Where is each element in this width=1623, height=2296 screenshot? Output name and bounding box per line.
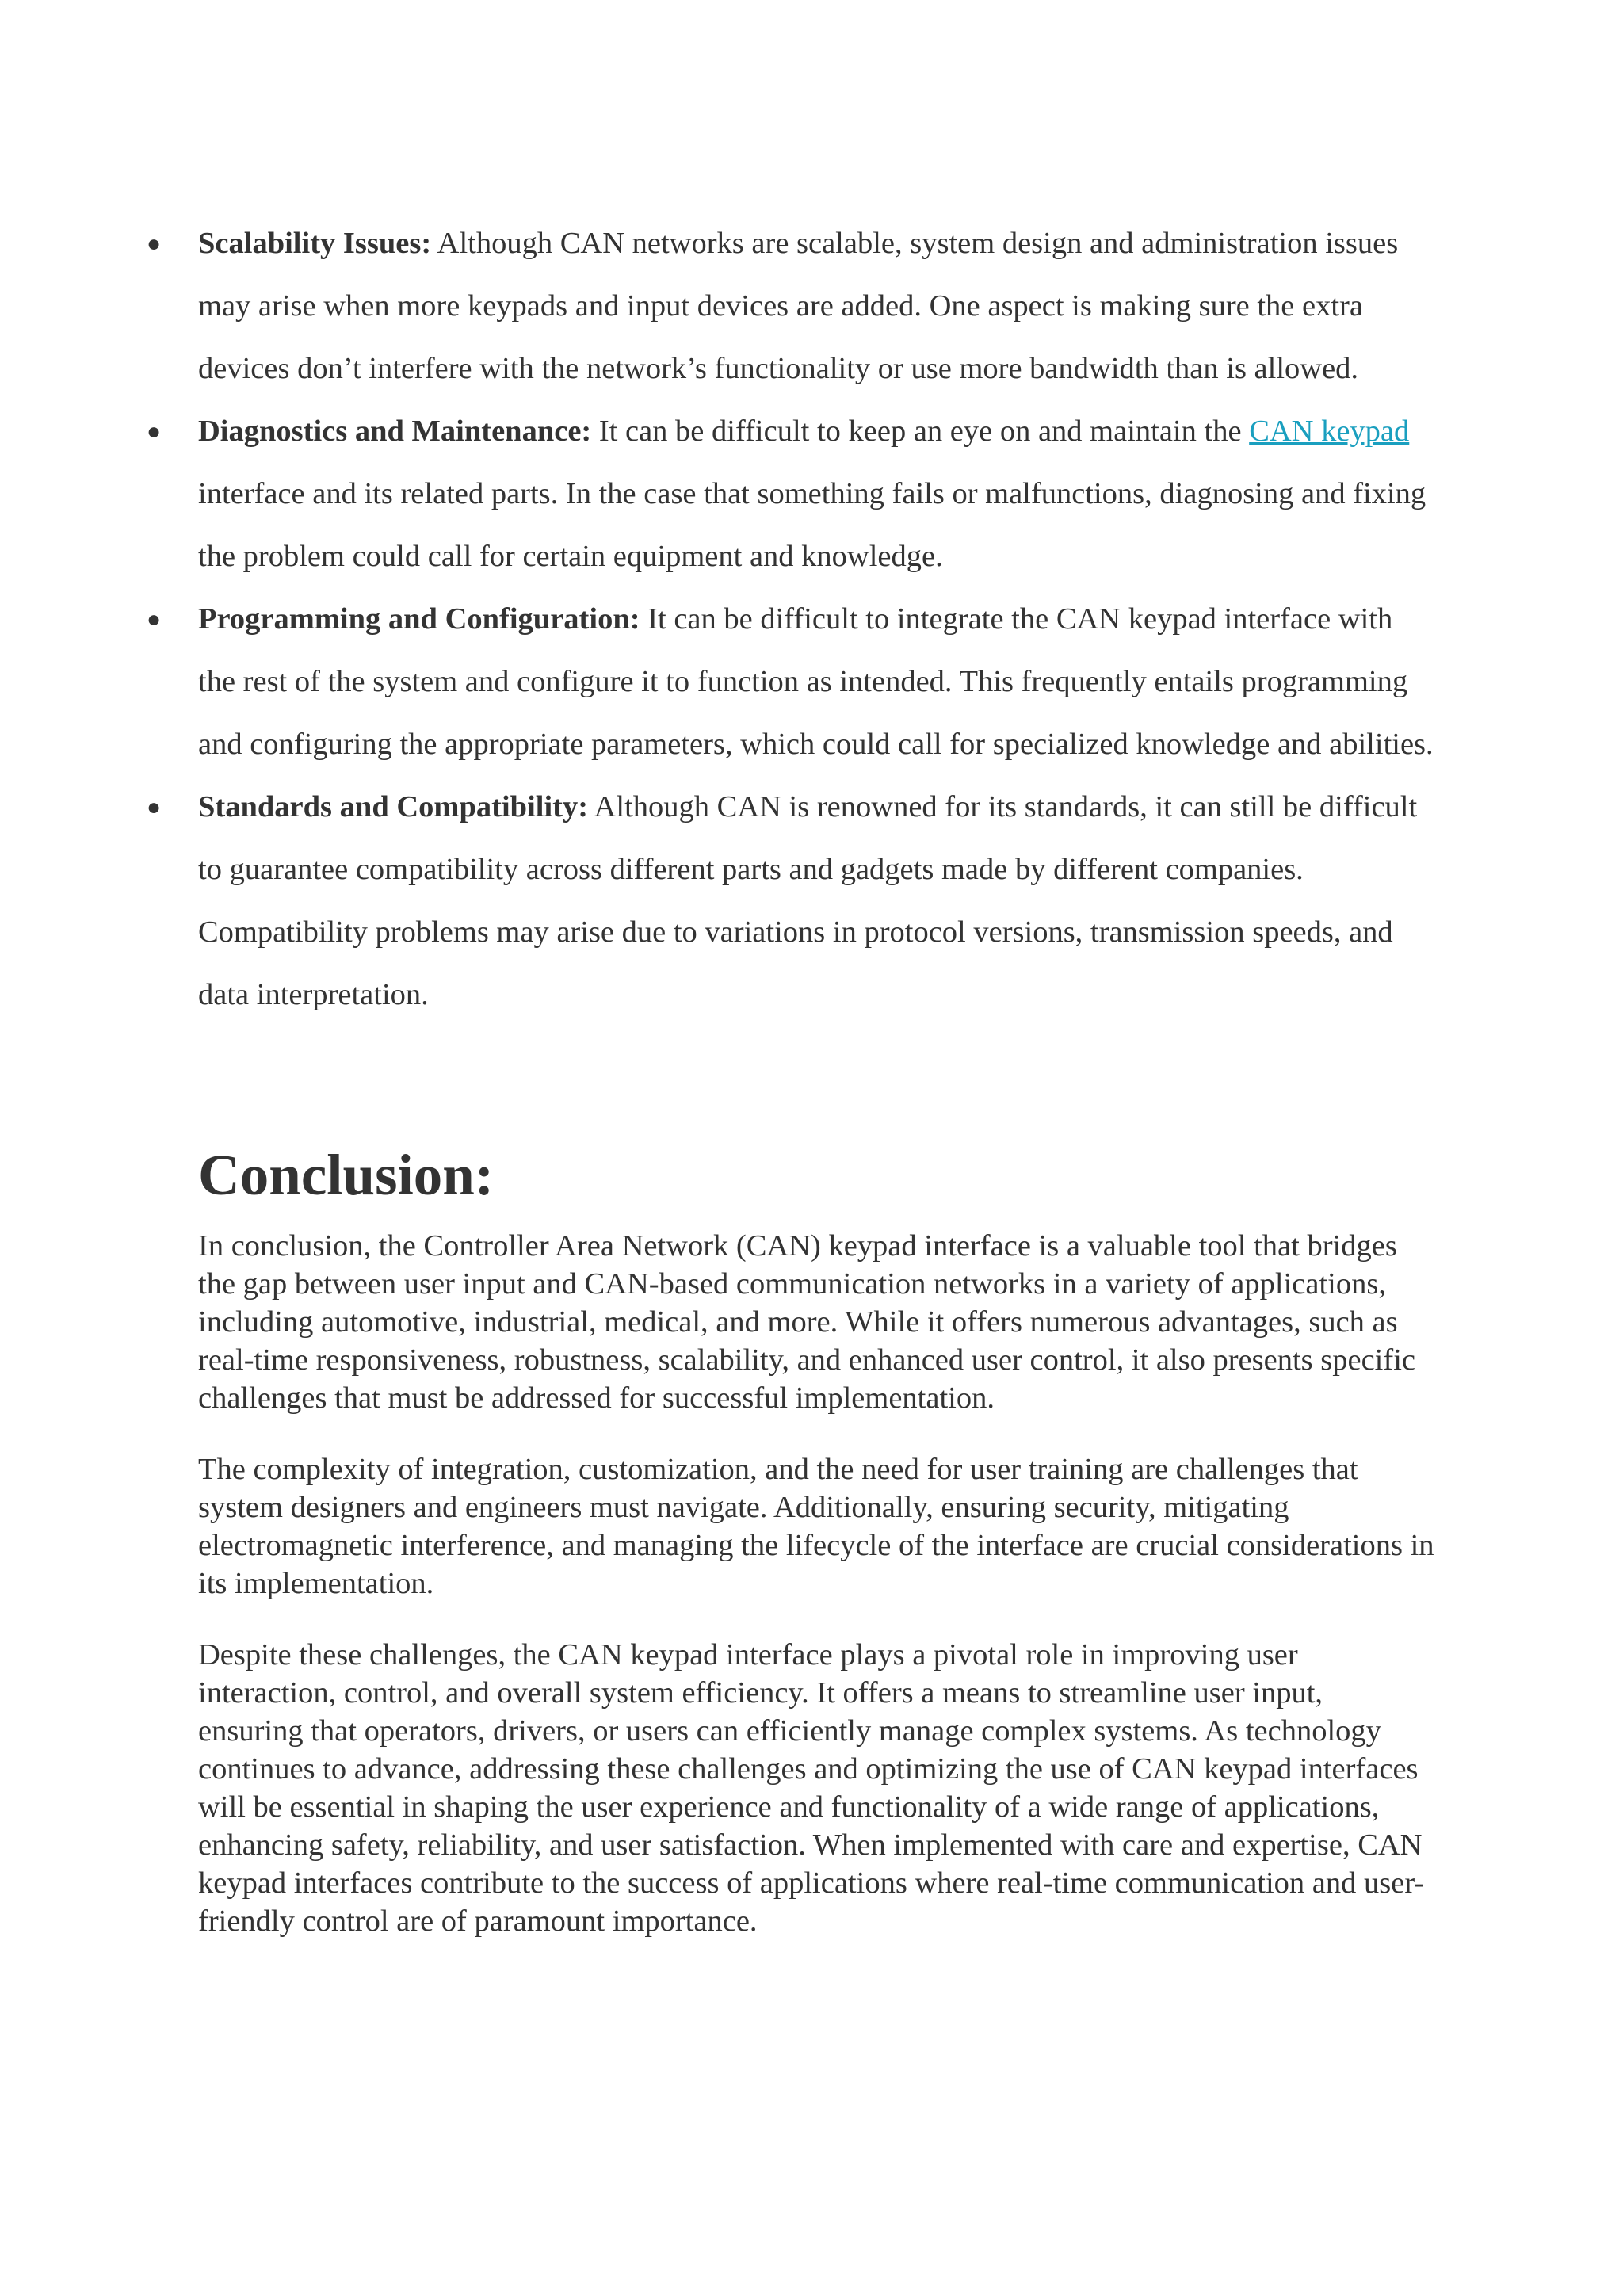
list-item-text: Although CAN networks are scalable, system design and administration issues may arise when more keypads and input devices are added. One aspect is making sure the extra devices don’t interfere with the network’s functionality or use more bandwidth than is allowed. bbox=[198, 227, 1399, 385]
list-item-diagnostics bbox=[147, 400, 1434, 588]
bullet-icon: ● bbox=[147, 418, 162, 445]
can-keypad-link[interactable]: CAN keypad bbox=[1249, 415, 1410, 448]
list-item-text: It can be difficult to integrate the CAN keypad interface with the rest of the system and configure it to function as intended. This frequently entails programming and configuring the appropriate parameters, which could call for specialized knowledge and abilities. bbox=[198, 602, 1434, 761]
list-item-title: Scalability Issues: bbox=[198, 227, 432, 260]
list-item-title: Diagnostics and Maintenance: bbox=[198, 415, 592, 448]
list-item-text: interface and its related parts. In the case that something fails or malfunctions, diagnosing and fixing the problem could call for certain equipment and knowledge. bbox=[198, 477, 1426, 573]
list-item-programming bbox=[147, 588, 1434, 776]
list-item-text: It can be difficult to keep an eye on and maintain the bbox=[591, 415, 1250, 448]
bullet-icon: ● bbox=[147, 231, 162, 257]
conclusion-heading: Conclusion: bbox=[198, 1143, 495, 1207]
list-item-title: Programming and Configuration: bbox=[198, 602, 640, 636]
conclusion-paragraph-1: In conclusion, the Controller Area Network (CAN) keypad interface is a valuable tool that bridges the gap between user input and CAN-based communication networks in a variety of applications, including automotive, industrial, medical, and more. While it offers numerous advantages, such as real-time responsiveness, robustness, scalability, and enhanced user control, it also presents specific challenges that must be addressed for successful implementation. bbox=[198, 1229, 1415, 1415]
challenges-list bbox=[147, 212, 1434, 1026]
conclusion-paragraph-3: Despite these challenges, the CAN keypad interface plays a pivotal role in improving user interaction, control, and overall system efficiency. It offers a means to streamline user input, ensuring that operators, drivers, or users can efficiently manage complex systems. As technology continues to advance, addressing these challenges and optimizing the use of CAN keypad interfaces will be essential in shaping the user experience and functionality of a wide range of applications, enhancing safety, reliability, and user satisfaction. When implemented with care and expertise, CAN keypad interfaces contribute to the success of applications where real-time communication and user-friendly control are of paramount importance. bbox=[198, 1638, 1425, 1938]
list-item-text: Although CAN is renowned for its standards, it can still be difficult to guarantee compatibility across different parts and gadgets made by different companies. Compatibility problems may arise due to variations in protocol versions, transmission speeds, and data interpretation. bbox=[198, 790, 1418, 1011]
list-item-scalability bbox=[147, 212, 1434, 400]
conclusion-body bbox=[198, 1227, 1434, 1973]
conclusion-paragraph-2: The complexity of integration, customization, and the need for user training are challenges that system designers and engineers must navigate. Additionally, ensuring security, mitigating electromagnetic interference, and managing the lifecycle of the interface are crucial considerations in its implementation. bbox=[198, 1453, 1434, 1600]
list-item-standards bbox=[147, 776, 1434, 1026]
bullet-icon: ● bbox=[147, 794, 162, 820]
bullet-icon: ● bbox=[147, 606, 162, 632]
list-item-title: Standards and Compatibility: bbox=[198, 790, 589, 823]
